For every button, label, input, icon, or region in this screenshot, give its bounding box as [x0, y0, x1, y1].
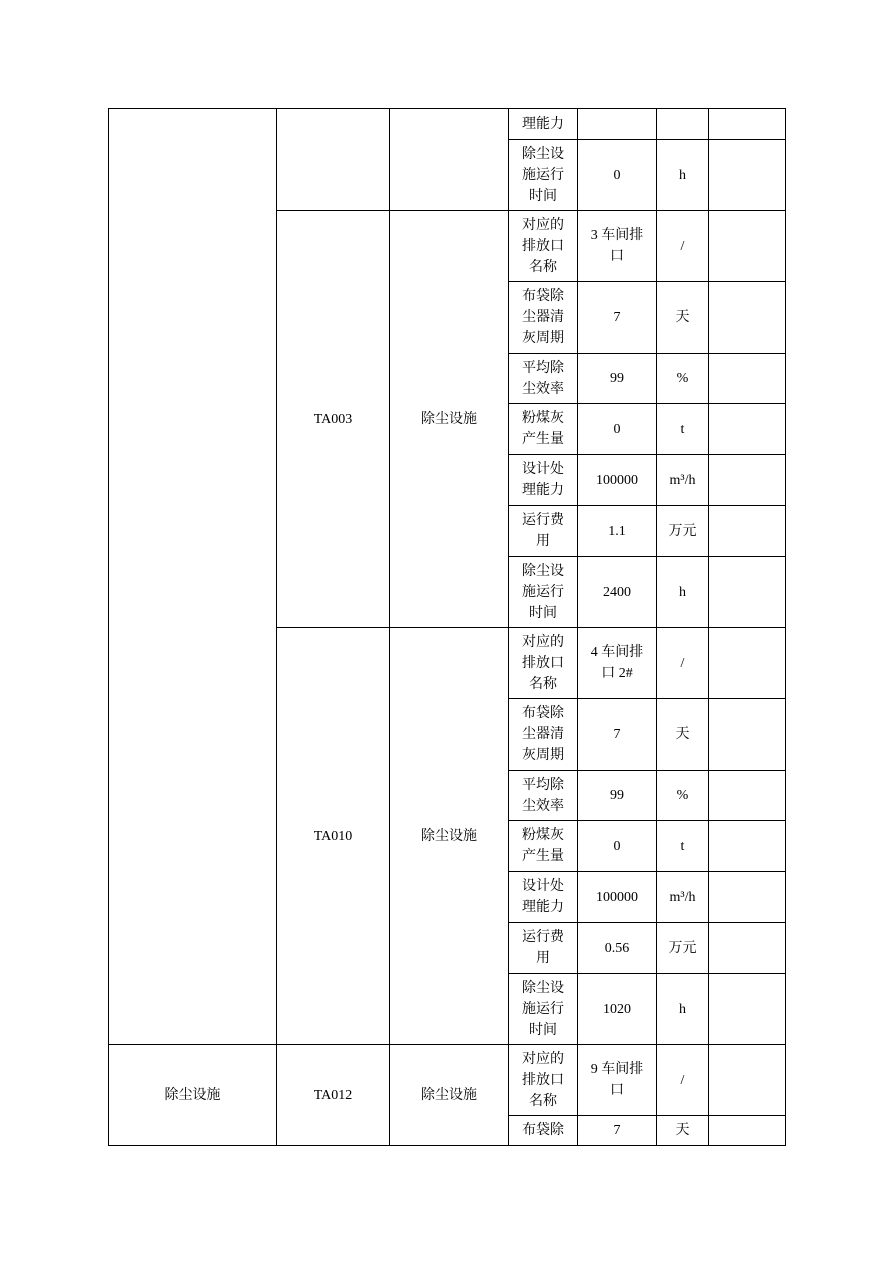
note-cell: [709, 821, 786, 872]
unit-cell: %: [657, 354, 709, 404]
facility-code-cell: TA010: [277, 628, 390, 1045]
value-cell: 0: [578, 821, 657, 872]
category-cell: 除尘设施: [109, 1045, 277, 1146]
value-cell: 100000: [578, 455, 657, 506]
value-cell: 99: [578, 354, 657, 404]
item-cell: 运行费用: [509, 923, 578, 974]
item-cell: 布袋除尘器清灰周期: [509, 282, 578, 354]
note-cell: [709, 354, 786, 404]
item-cell: 设计处理能力: [509, 872, 578, 923]
item-cell: 设计处理能力: [509, 455, 578, 506]
note-cell: [709, 455, 786, 506]
item-cell: 平均除尘效率: [509, 771, 578, 821]
unit-cell: h: [657, 974, 709, 1045]
item-cell: 除尘设施运行时间: [509, 557, 578, 628]
value-cell: 2400: [578, 557, 657, 628]
value-cell: 7: [578, 699, 657, 771]
unit-cell: 万元: [657, 923, 709, 974]
item-cell: 对应的排放口名称: [509, 211, 578, 282]
note-cell: [709, 282, 786, 354]
item-cell: 粉煤灰产生量: [509, 404, 578, 455]
unit-cell: /: [657, 211, 709, 282]
note-cell: [709, 506, 786, 557]
value-cell: 0: [578, 140, 657, 211]
note-cell: [709, 404, 786, 455]
unit-cell: m³/h: [657, 872, 709, 923]
unit-cell: 万元: [657, 506, 709, 557]
item-cell: 运行费用: [509, 506, 578, 557]
note-cell: [709, 872, 786, 923]
facility-name-cell: [390, 109, 509, 211]
note-cell: [709, 211, 786, 282]
note-cell: [709, 771, 786, 821]
value-cell: 4 车间排口 2#: [578, 628, 657, 699]
note-cell: [709, 140, 786, 211]
unit-cell: 天: [657, 1116, 709, 1146]
facility-code-cell: TA012: [277, 1045, 390, 1146]
value-cell: 100000: [578, 872, 657, 923]
unit-cell: 天: [657, 282, 709, 354]
item-cell: 除尘设施运行时间: [509, 140, 578, 211]
unit-cell: h: [657, 557, 709, 628]
note-cell: [709, 923, 786, 974]
value-cell: 99: [578, 771, 657, 821]
item-cell: 布袋除: [509, 1116, 578, 1146]
facility-code-cell: TA003: [277, 211, 390, 628]
value-cell: 7: [578, 1116, 657, 1146]
facility-name-cell: 除尘设施: [390, 1045, 509, 1146]
category-cell: [109, 109, 277, 1045]
note-cell: [709, 109, 786, 140]
facility-parameter-table: [108, 108, 786, 1146]
unit-cell: t: [657, 821, 709, 872]
unit-cell: /: [657, 1045, 709, 1116]
value-cell: 0: [578, 404, 657, 455]
note-cell: [709, 699, 786, 771]
note-cell: [709, 628, 786, 699]
value-cell: 7: [578, 282, 657, 354]
unit-cell: %: [657, 771, 709, 821]
value-cell: 3 车间排口: [578, 211, 657, 282]
unit-cell: 天: [657, 699, 709, 771]
item-cell: 粉煤灰产生量: [509, 821, 578, 872]
facility-name-cell: 除尘设施: [390, 211, 509, 628]
item-cell: 平均除尘效率: [509, 354, 578, 404]
item-cell: 理能力: [509, 109, 578, 140]
value-cell: 0.56: [578, 923, 657, 974]
table-row: [109, 109, 786, 140]
unit-cell: [657, 109, 709, 140]
note-cell: [709, 974, 786, 1045]
item-cell: 除尘设施运行时间: [509, 974, 578, 1045]
note-cell: [709, 557, 786, 628]
note-cell: [709, 1045, 786, 1116]
unit-cell: m³/h: [657, 455, 709, 506]
facility-code-cell: [277, 109, 390, 211]
unit-cell: t: [657, 404, 709, 455]
unit-cell: /: [657, 628, 709, 699]
note-cell: [709, 1116, 786, 1146]
value-cell: 9 车间排口: [578, 1045, 657, 1116]
item-cell: 布袋除尘器清灰周期: [509, 699, 578, 771]
unit-cell: h: [657, 140, 709, 211]
value-cell: [578, 109, 657, 140]
value-cell: 1.1: [578, 506, 657, 557]
value-cell: 1020: [578, 974, 657, 1045]
item-cell: 对应的排放口名称: [509, 628, 578, 699]
item-cell: 对应的排放口名称: [509, 1045, 578, 1116]
table-row: [109, 1045, 786, 1116]
facility-name-cell: 除尘设施: [390, 628, 509, 1045]
